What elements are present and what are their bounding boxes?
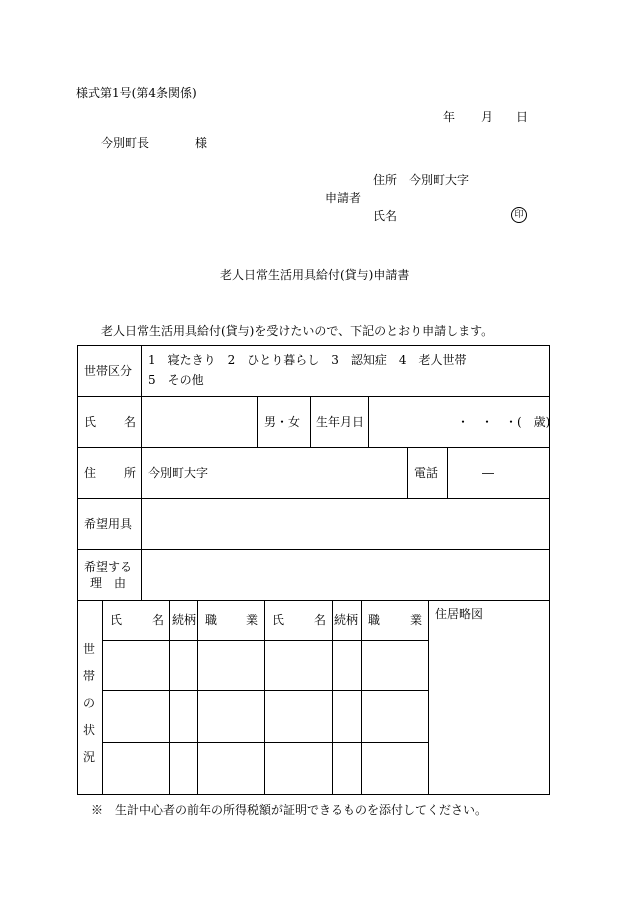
household-type-options-line2: 5 その他	[148, 373, 204, 387]
col-name-char-1: 氏	[110, 613, 123, 627]
birth-date-value: ・ ・ ・( 歳)	[457, 415, 551, 429]
col-name-2-char-1: 氏	[272, 613, 285, 627]
document-title: 老人日常生活用具給付(貸与)申請書	[220, 268, 410, 282]
household-status-char-4: 状	[82, 723, 95, 737]
addressee-suffix: 様	[195, 136, 208, 150]
address-value: 今別町大字	[148, 466, 209, 480]
household-type-label: 世帯区分	[84, 364, 133, 378]
applicant-address-label: 住所	[373, 173, 398, 187]
reason-label-line2: 理 由	[90, 576, 127, 590]
reason-label-line1: 希望する	[84, 560, 133, 574]
household-status-char-1: 世	[82, 642, 95, 656]
name-label-char-2: 名	[124, 415, 137, 429]
applicant-label: 申請者	[325, 191, 362, 205]
col-job-2-char-2: 業	[410, 613, 423, 627]
col-job-2-char-1: 職	[368, 613, 381, 627]
residence-map-label: 住居略図	[435, 607, 484, 621]
household-type-options-line1: 1 寝たきり 2 ひとり暮らし 3 認知症 4 老人世帯	[148, 353, 467, 367]
table-outer-border	[78, 346, 550, 795]
date-day-label: 日	[516, 110, 529, 124]
address-label-char-1: 住	[84, 466, 97, 480]
name-label-char-1: 氏	[84, 415, 97, 429]
phone-label: 電話	[414, 466, 439, 480]
addressee: 今別町長	[101, 136, 150, 150]
col-name-char-2: 名	[152, 613, 165, 627]
birth-date-label: 生年月日	[316, 415, 365, 429]
col-job-char-1: 職	[205, 613, 218, 627]
household-status-label	[82, 640, 96, 775]
date-month-label: 月	[481, 110, 494, 124]
applicant-name-label: 氏名	[373, 209, 398, 223]
col-job-char-2: 業	[246, 613, 259, 627]
seal-mark: 印	[511, 207, 527, 223]
col-relation-2: 続柄	[334, 613, 359, 627]
col-name-2-char-2: 名	[314, 613, 327, 627]
applicant-address-value: 今別町大字	[409, 173, 470, 187]
form-number: 様式第1号(第4条関係)	[76, 86, 197, 100]
phone-value: ―	[482, 466, 494, 480]
household-status-char-2: 帯	[82, 669, 95, 683]
attachment-note: ※ 生計中心者の前年の所得税額が証明できるものを添付してください。	[91, 803, 488, 817]
household-status-char-3: の	[82, 696, 95, 710]
intro-text: 老人日常生活用具給付(貸与)を受けたいので、下記のとおり申請します。	[101, 324, 494, 338]
date-year-label: 年	[443, 110, 456, 124]
address-label-char-2: 所	[124, 466, 137, 480]
gender-options: 男・女	[264, 415, 301, 429]
col-relation: 続柄	[172, 613, 197, 627]
desired-item-label: 希望用具	[84, 517, 133, 531]
household-status-char-5: 況	[82, 750, 95, 764]
